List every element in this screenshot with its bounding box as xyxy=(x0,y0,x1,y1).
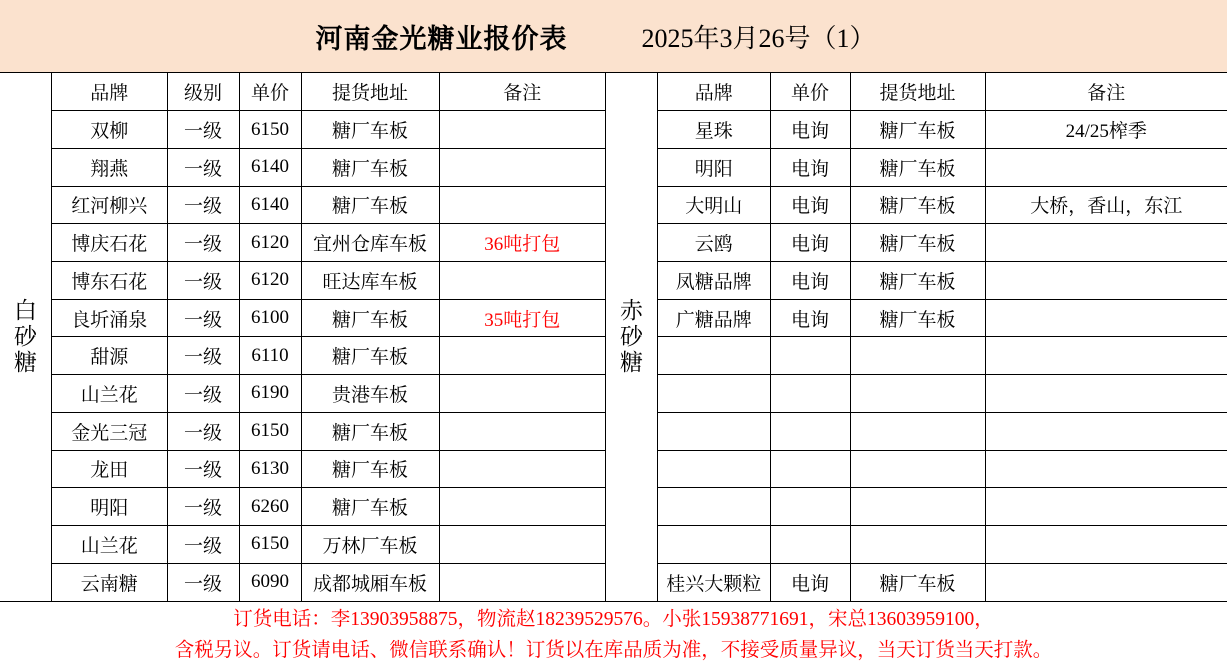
table-cell: 一级 xyxy=(167,337,239,375)
table-cell xyxy=(850,375,985,413)
table-cell: 甜源 xyxy=(52,337,167,375)
table-cell: 山兰花 xyxy=(52,375,167,413)
table-row xyxy=(658,299,1227,337)
table-cell xyxy=(985,563,1227,601)
table-cell: 电询 xyxy=(770,111,850,149)
table-cell: 电询 xyxy=(770,299,850,337)
table-cell: 一级 xyxy=(167,450,239,488)
table-cell: 明阳 xyxy=(658,148,770,186)
table-row xyxy=(658,111,1227,149)
table-row xyxy=(52,563,605,601)
table-cell: 6150 xyxy=(239,412,301,450)
table-cell: 红河柳兴 xyxy=(52,186,167,224)
table-cell: 明阳 xyxy=(52,488,167,526)
table-cell: 一级 xyxy=(167,224,239,262)
left-section-label xyxy=(0,73,52,601)
table-cell: 6120 xyxy=(239,224,301,262)
title-date: 2025年3月26号（1） xyxy=(641,23,876,53)
table-cell: 一级 xyxy=(167,262,239,300)
column-header: 单价 xyxy=(770,73,850,111)
table-cell: 大桥，香山，东江 xyxy=(985,186,1227,224)
table-row xyxy=(658,337,1227,375)
column-header: 品牌 xyxy=(658,73,770,111)
table-cell: 双柳 xyxy=(52,111,167,149)
table-header-row xyxy=(52,73,605,111)
table-row xyxy=(52,186,605,224)
footer-line-2: 含税另议。订货请电话、微信联系确认！订货以在库品质为准，不接受质量异议，当天订货当天打款。 xyxy=(174,639,1053,661)
table-row xyxy=(52,337,605,375)
table-cell: 万林厂车板 xyxy=(301,525,439,563)
white-sugar-table xyxy=(52,73,605,601)
column-header: 级别 xyxy=(167,73,239,111)
table-row xyxy=(658,525,1227,563)
table-cell: 电询 xyxy=(770,224,850,262)
table-cell: 糖厂车板 xyxy=(301,299,439,337)
table-cell xyxy=(439,111,605,149)
table-cell: 糖厂车板 xyxy=(301,148,439,186)
packing-note: 35吨打包 xyxy=(484,309,561,331)
table-cell: 电询 xyxy=(770,563,850,601)
table-cell xyxy=(439,337,605,375)
table-cell: 桂兴大颗粒 xyxy=(658,563,770,601)
left-section-label-text: 白砂糖 xyxy=(14,298,37,375)
table-cell xyxy=(439,450,605,488)
table-cell: 一级 xyxy=(167,111,239,149)
table-row xyxy=(658,488,1227,526)
title-inner xyxy=(315,17,875,56)
table-cell: 宜州仓库车板 xyxy=(301,224,439,262)
table-cell: 糖厂车板 xyxy=(850,186,985,224)
table-cell: 6110 xyxy=(239,337,301,375)
table-cell xyxy=(985,224,1227,262)
table-cell xyxy=(658,375,770,413)
table-cell: 一级 xyxy=(167,299,239,337)
table-cell xyxy=(985,488,1227,526)
table-row xyxy=(658,148,1227,186)
table-cell xyxy=(770,450,850,488)
table-cell xyxy=(850,337,985,375)
table-row xyxy=(658,262,1227,300)
table-cell xyxy=(439,299,605,337)
table-header-row xyxy=(658,73,1227,111)
table-cell xyxy=(770,375,850,413)
table-row xyxy=(658,186,1227,224)
table-cell xyxy=(770,412,850,450)
table-cell xyxy=(770,488,850,526)
table-cell xyxy=(439,186,605,224)
table-cell: 龙田 xyxy=(52,450,167,488)
table-cell: 金光三冠 xyxy=(52,412,167,450)
table-row xyxy=(658,450,1227,488)
table-cell: 一级 xyxy=(167,525,239,563)
table-cell xyxy=(439,148,605,186)
page-title: 河南金光糖业报价表 xyxy=(315,23,568,54)
table-cell xyxy=(439,375,605,413)
right-section-label xyxy=(606,73,658,601)
table-cell xyxy=(985,412,1227,450)
table-cell xyxy=(658,412,770,450)
table-cell xyxy=(439,412,605,450)
table-row xyxy=(52,224,605,262)
table-row xyxy=(52,525,605,563)
table-cell: 云南糖 xyxy=(52,563,167,601)
table-cell: 6120 xyxy=(239,262,301,300)
table-cell: 大明山 xyxy=(658,186,770,224)
column-header: 单价 xyxy=(239,73,301,111)
table-cell: 电询 xyxy=(770,262,850,300)
table-cell: 云鸥 xyxy=(658,224,770,262)
table-cell: 一级 xyxy=(167,375,239,413)
table-row xyxy=(658,563,1227,601)
table-cell: 糖厂车板 xyxy=(301,186,439,224)
table-cell xyxy=(658,450,770,488)
table-cell: 6150 xyxy=(239,525,301,563)
table-cell: 翔燕 xyxy=(52,148,167,186)
table-cell: 一级 xyxy=(167,563,239,601)
table-cell xyxy=(985,525,1227,563)
table-cell: 6190 xyxy=(239,375,301,413)
table-cell xyxy=(439,262,605,300)
table-cell: 糖厂车板 xyxy=(301,450,439,488)
table-cell: 电询 xyxy=(770,148,850,186)
table-row xyxy=(52,299,605,337)
table-cell: 星珠 xyxy=(658,111,770,149)
table-cell: 糖厂车板 xyxy=(850,299,985,337)
table-cell: 一级 xyxy=(167,412,239,450)
table-cell: 糖厂车板 xyxy=(301,337,439,375)
table-cell xyxy=(985,337,1227,375)
table-cell xyxy=(770,337,850,375)
table-cell xyxy=(850,412,985,450)
table-cell xyxy=(658,525,770,563)
table-cell: 6260 xyxy=(239,488,301,526)
footer-line-1: 订货电话：李13903958875，物流赵18239529576。小张15938771691，宋总13603959100， xyxy=(233,609,994,631)
table-cell xyxy=(439,488,605,526)
brown-sugar-table xyxy=(658,73,1227,601)
table-row xyxy=(52,262,605,300)
table-cell: 博庆石花 xyxy=(52,224,167,262)
table-cell: 糖厂车板 xyxy=(850,563,985,601)
table-row xyxy=(658,375,1227,413)
table-cell: 糖厂车板 xyxy=(850,111,985,149)
table-row xyxy=(52,375,605,413)
table-cell xyxy=(850,525,985,563)
table-cell: 电询 xyxy=(770,186,850,224)
table-cell: 6140 xyxy=(239,148,301,186)
table-row xyxy=(658,412,1227,450)
column-header: 提货地址 xyxy=(301,73,439,111)
table-cell: 6090 xyxy=(239,563,301,601)
table-cell xyxy=(985,262,1227,300)
table-cell: 广糖品牌 xyxy=(658,299,770,337)
table-cell: 糖厂车板 xyxy=(850,148,985,186)
table-cell: 一级 xyxy=(167,148,239,186)
table-cell xyxy=(658,488,770,526)
table-cell: 6100 xyxy=(239,299,301,337)
table-cell: 贵港车板 xyxy=(301,375,439,413)
table-cell: 糖厂车板 xyxy=(301,111,439,149)
right-section xyxy=(605,73,1227,601)
table-cell: 博东石花 xyxy=(52,262,167,300)
column-header: 备注 xyxy=(985,73,1227,111)
table-cell: 糖厂车板 xyxy=(301,488,439,526)
table-cell xyxy=(770,525,850,563)
table-row xyxy=(52,488,605,526)
left-section xyxy=(0,73,605,601)
table-cell xyxy=(985,450,1227,488)
table-cell xyxy=(439,224,605,262)
table-cell: 凤糖品牌 xyxy=(658,262,770,300)
column-header: 提货地址 xyxy=(850,73,985,111)
table-cell: 良圻涌泉 xyxy=(52,299,167,337)
table-cell: 6150 xyxy=(239,111,301,149)
table-cell: 糖厂车板 xyxy=(850,262,985,300)
table-cell xyxy=(850,450,985,488)
table-cell: 糖厂车板 xyxy=(301,412,439,450)
column-header: 备注 xyxy=(439,73,605,111)
table-cell: 山兰花 xyxy=(52,525,167,563)
table-cell xyxy=(985,148,1227,186)
table-cell: 24/25榨季 xyxy=(985,111,1227,149)
table-cell: 糖厂车板 xyxy=(850,224,985,262)
table-row xyxy=(52,412,605,450)
table-row xyxy=(52,450,605,488)
table-row xyxy=(52,148,605,186)
table-row xyxy=(658,224,1227,262)
table-cell: 成都城厢车板 xyxy=(301,563,439,601)
title-bar xyxy=(0,0,1227,72)
contact-footer xyxy=(0,601,1227,669)
table-cell xyxy=(439,563,605,601)
packing-note: 36吨打包 xyxy=(484,234,561,256)
table-cell: 旺达库车板 xyxy=(301,262,439,300)
table-cell xyxy=(985,299,1227,337)
table-area xyxy=(0,72,1227,601)
column-header: 品牌 xyxy=(52,73,167,111)
table-cell: 一级 xyxy=(167,186,239,224)
table-cell: 6140 xyxy=(239,186,301,224)
table-cell xyxy=(850,488,985,526)
table-cell xyxy=(658,337,770,375)
table-row xyxy=(52,111,605,149)
right-section-label-text: 赤砂糖 xyxy=(620,298,643,375)
table-cell: 一级 xyxy=(167,488,239,526)
table-cell xyxy=(985,375,1227,413)
table-cell: 6130 xyxy=(239,450,301,488)
table-cell xyxy=(439,525,605,563)
